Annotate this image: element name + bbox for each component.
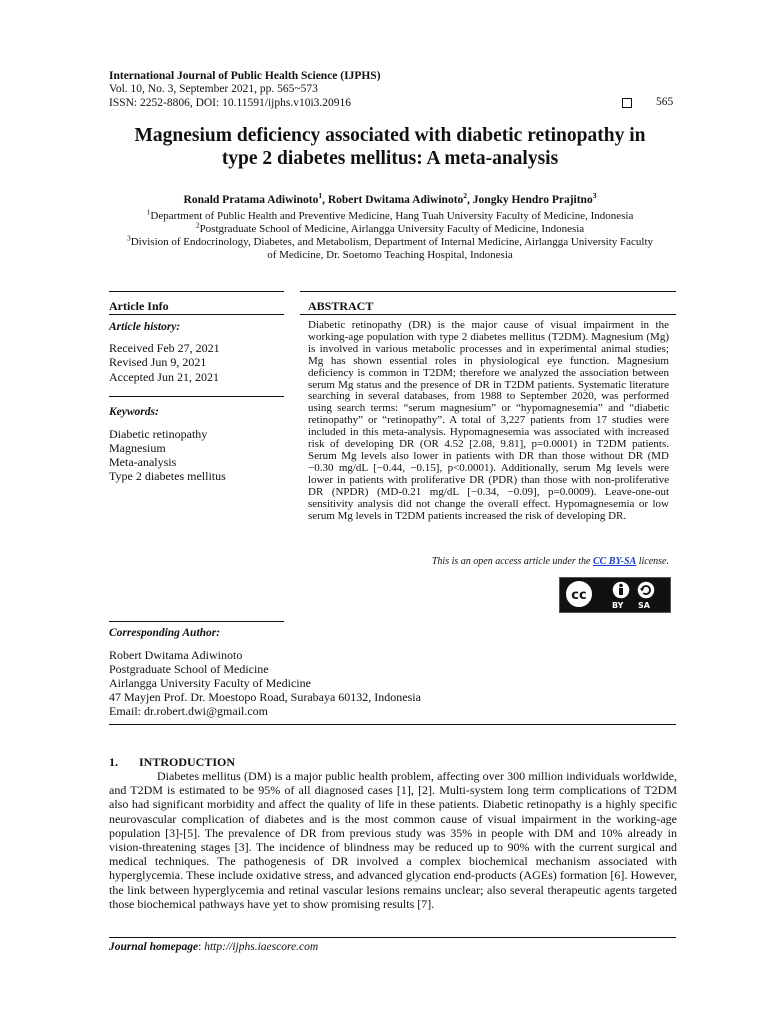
license-link[interactable]: CC BY-SA: [592, 556, 637, 567]
svg-text:cc: cc: [571, 588, 587, 603]
received-date: Received Feb 27, 2021: [109, 341, 220, 355]
homepage-separator: :: [198, 941, 205, 953]
keyword-item: Meta-analysis: [109, 455, 177, 469]
homepage-link[interactable]: http://ijphs.iaescore.com: [204, 941, 319, 953]
corresponding-label: Corresponding Author:: [109, 627, 221, 639]
introduction-heading: [109, 755, 235, 770]
front-matter-bottom-rule: [109, 724, 676, 725]
abstract-heading: ABSTRACT: [308, 299, 374, 313]
journal-homepage: [109, 941, 318, 953]
author-name: Jongky Hendro Prajitno: [472, 194, 593, 206]
affiliation-text: Department of Public Health and Preventive Medicine, Hang Tuah University Faculty of Medicine, Indonesia: [150, 210, 634, 222]
affiliation: [60, 233, 720, 249]
paper-title: [60, 124, 720, 170]
sa-icon: [637, 581, 655, 599]
cc-by-sa-badge[interactable]: [559, 577, 671, 613]
volume-info: Vol. 10, No. 3, September 2021, pp. 565~573: [109, 83, 318, 95]
author-sup: 1: [318, 191, 323, 201]
author-sup: 2: [463, 191, 468, 201]
title-line-1: Magnesium deficiency associated with diabetic retinopathy in: [134, 125, 646, 146]
affiliation-text: Division of Endocrinology, Diabetes, and Metabolism, Department of Internal Medicine, Airlangga University Faculty: [130, 236, 654, 248]
badge-sa-label: SA: [638, 601, 650, 610]
title-line-2: type 2 diabetes mellitus: A meta-analysis: [221, 148, 559, 169]
keywords-label: Keywords:: [109, 406, 159, 418]
author-name: Robert Dwitama Adiwinoto: [327, 194, 464, 206]
author-list: Ronald Pratama Adiwinoto$^1$, Robert Dwitama Adiwinoto$^2$, Jongky Hendro Prajitno$^3$: [183, 191, 597, 206]
author-name: Ronald Pratama Adiwinoto: [183, 194, 319, 206]
corresponding-line: Postgraduate School of Medicine: [109, 662, 269, 676]
section-number: 1.: [109, 755, 118, 769]
corresponding-email[interactable]: Email: dr.robert.dwi@gmail.com: [109, 704, 269, 718]
corresponding-line: 47 Mayjen Prof. Dr. Moestopo Road, Surabaya 60132, Indonesia: [109, 690, 421, 704]
footer-rule: [109, 937, 676, 938]
affiliation: [60, 220, 720, 236]
corresponding-rule: [109, 621, 284, 622]
keyword-item: Type 2 diabetes mellitus: [109, 469, 226, 483]
license-note: [300, 556, 669, 567]
corresponding-line: Airlangga University Faculty of Medicine: [109, 676, 311, 690]
introduction-body: [109, 769, 677, 911]
introduction-paragraph: Diabetes mellitus (DM) is a major public health problem, affecting over 300 million individuals worldwide, and T2DM is estimated to be 95% of all diagnosed cases [1], [2]. Multi-system long term complications of T2DM also had significant morbidity and affect the quality of life in these patients. Diabetic retinopathy is a highly specific neurovascular complication of diabetes and is the most common cause of visual impairment in the working-age population [3]-[5]. The prevalence of DR from previous study was 35% in people with DM and 10% already in vision-threatening stages [3]. The incidence of blindness may be reduced up to 90% with the current surgical and medical techniques. The pathogenesis of DR involved a complex biochemical mechanism associated with hyperglycemia. These include oxidative stress, and advanced glycation end-products (AGEs) formation [6]. However, the link between hyperglycemia and retinal vascular lesions remains unclear; also several therapeutic agents targeted those biochemical pathways have yet to show promising results [7].: [109, 769, 677, 911]
author-sup: 3: [592, 191, 597, 201]
keyword-item: Diabetic retinopathy: [109, 427, 208, 441]
abstract-top-rule: [300, 291, 676, 292]
abstract-under-rule: [300, 314, 676, 315]
square-bullet-icon: [622, 98, 632, 108]
revised-date: Revised Jun 9, 2021: [109, 355, 207, 369]
keyword-item: Magnesium: [109, 441, 166, 455]
issn-doi: ISSN: 2252-8806, DOI: 10.11591/ijphs.v10i3.20916: [109, 97, 352, 109]
section-title: INTRODUCTION: [139, 755, 236, 769]
article-info-top-rule: [109, 291, 284, 292]
corresponding-line: Robert Dwitama Adiwinoto: [109, 648, 243, 662]
affiliation-sup: 3: [126, 233, 131, 243]
affiliation-sup: 1: [146, 207, 151, 217]
license-suffix: license.: [636, 556, 669, 567]
article-info-heading: Article Info: [109, 299, 169, 313]
accepted-date: Accepted Jun 21, 2021: [109, 370, 219, 384]
affiliation: [60, 249, 720, 262]
affiliation: [60, 207, 720, 223]
article-info-under-rule: [109, 314, 284, 315]
homepage-label: Journal homepage: [109, 941, 199, 953]
keywords-rule: [109, 396, 284, 397]
abstract-text: Diabetic retinopathy (DR) is the major cause of visual impairment in the working-age population with type 2 diabetes mellitus (T2DM). Magnesium (Mg) is involved in various metabolic processes and in experimental animal studies; Mg has shown essential roles in physiological eye function. Magnesium deficiency is common in T2DM; therefore we analyzed the association between serum Mg status and the presence of DR in T2DM patients. Systematic literature searching in several databases, from 1988 to September 2020, was performed using search terms: “serum magnesium” or “hypomagnesemia” and “diabetic retinopathy” or “retinopathy”. A total of 3,227 patients from 17 studies were included in this meta-analysis. Hypomagnesemia was associated with increased risk of developing DR (OR 4.52 [2.08, 9.81], p=0.0001) in T2DM patients. Serum Mg levels also lower in patients with DR than those without DR (MD −0.30 mg/dL [−0.44, −0.15], p<0.0001). Additionally, serum Mg levels were lower in patients with proliferative DR (PDR) than those with non-proliferative DR (NPDR) (MD-0.21 mg/dL [−0.34, −0.09], p=0.0009). Leave-one-out sensitivity analysis did not change the overall effect. Hypomagnesemia or low serum Mg levels in T2DM patients increased the risk of developing DR.: [308, 319, 669, 522]
article-history-label: Article history:: [109, 321, 181, 333]
page-number: 565: [656, 96, 674, 108]
badge-by-label: BY: [612, 601, 624, 610]
affiliation-text: Postgraduate School of Medicine, Airlangga University Faculty of Medicine, Indonesia: [199, 223, 585, 235]
journal-name: International Journal of Public Health Science (IJPHS): [109, 70, 381, 82]
license-prefix: This is an open access article under the: [431, 556, 593, 567]
affiliation-text: of Medicine, Dr. Soetomo Teaching Hospital, Indonesia: [267, 249, 513, 261]
affiliation-sup: 2: [195, 220, 200, 230]
